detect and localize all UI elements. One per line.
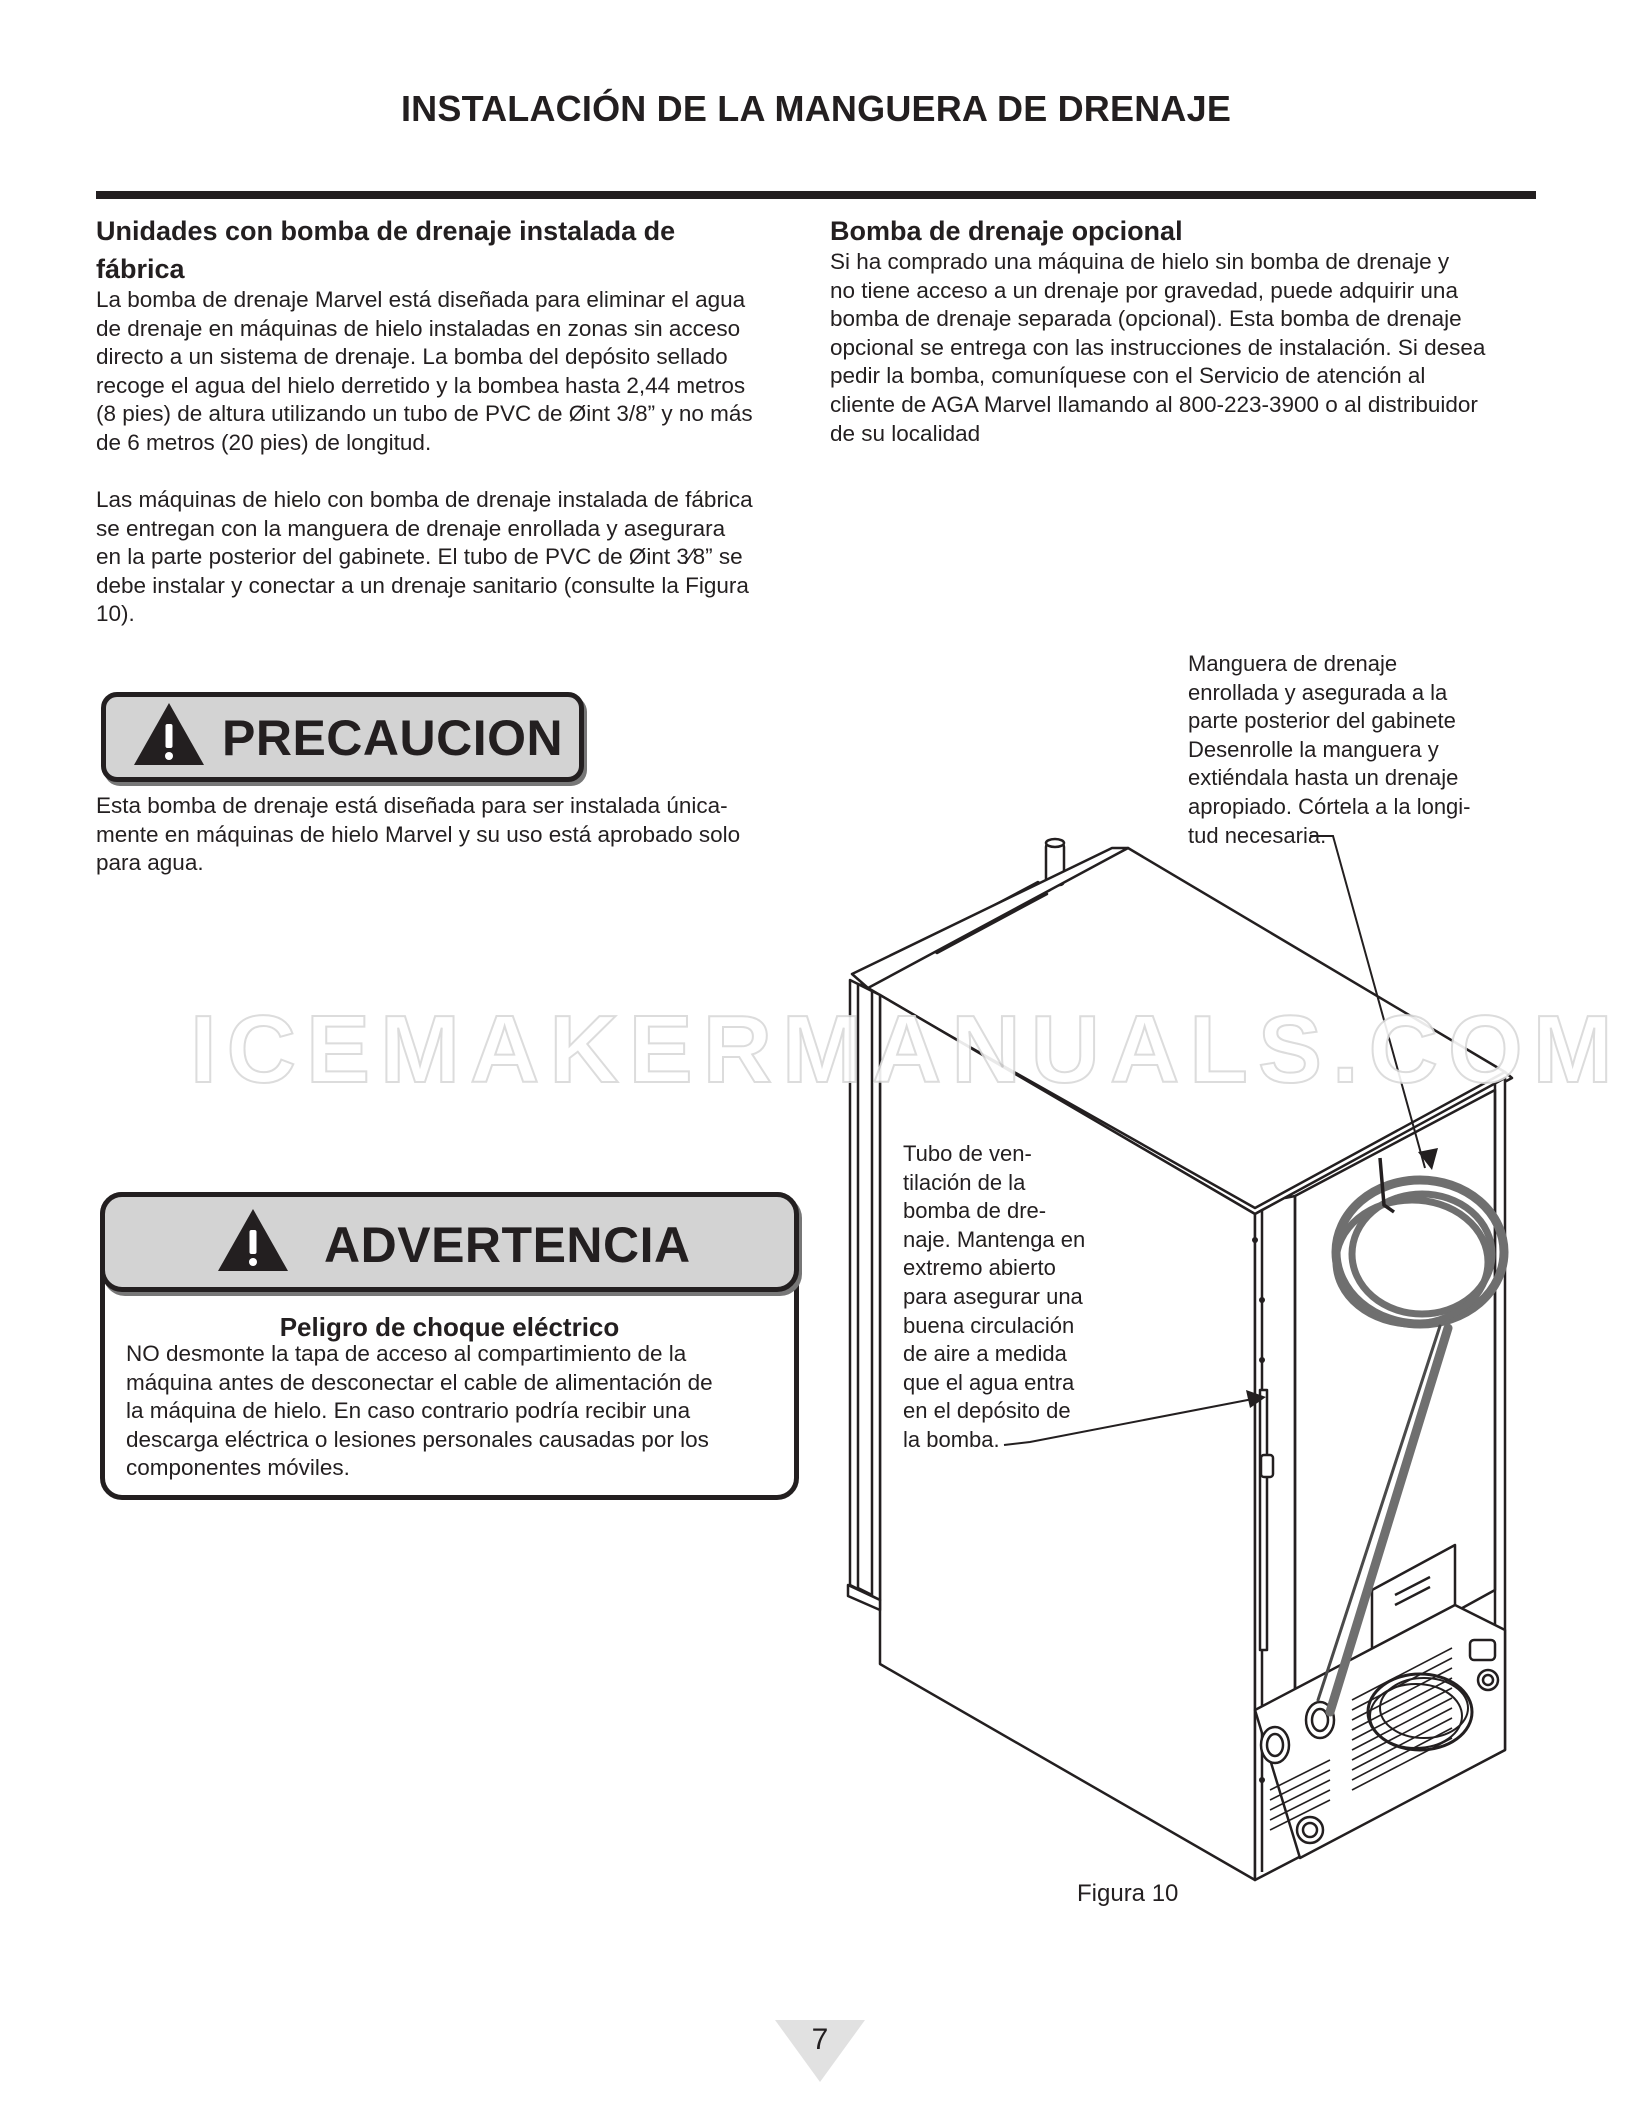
paragraph-factory-pump-2: Las máquinas de hielo con bomba de drenaje instalada de fábrica se entregan con la manguera de drenaje enrollada y asegurara en la parte posterior del gabinete. El tubo de PVC de Øint 3⁄8” se debe instalar y conectar a un drenaje sanitario (consulte la Figura 10). — [96, 487, 753, 627]
page-title: INSTALACIÓN DE LA MANGUERA DE DRENAJE — [400, 88, 1232, 129]
paragraph-factory-pump-1: La bomba de drenaje Marvel está diseñada para eliminar el agua de drenaje en máquinas de hielo instaladas en zonas sin acceso directo a un sistema de drenaje. La bomba del depósito sellado recoge el agua del hielo derretido y la bombea hasta 2,44 metros (8 pies) de altura utilizando un tubo de PVC de Øint 3/8” y no más de 6 metros (20 pies) de longitud. — [96, 287, 753, 455]
page-number: 7 — [811, 2023, 829, 2056]
warning-subheading: Peligro de choque eléctrico — [279, 1312, 620, 1342]
figure-caption: Figura 10 — [1077, 1880, 1179, 1907]
paragraph-optional-pump: Si ha comprado una máquina de hielo sin bomba de drenaje y no tiene acceso a un drenaje por gravedad, puede adquirir una bomba de drenaje separada (opcional). Esta bomba de drenaje opcional se entrega con las instrucciones de instalación. Si desea pedir la bomba, comuníquese con el Servicio de atención al cliente de AGA Marvel llamando al 800-223-3900 o al distribuidor de su localidad — [830, 249, 1486, 446]
caution-text: Esta bomba de drenaje está diseñada para ser instalada única- mente en máquinas de hielo Marvel y su uso está aprobado solo para agua. — [96, 793, 741, 876]
section-heading-optional-pump: Bomba de drenaje opcional — [830, 216, 1183, 246]
caution-label: PRECAUCION — [222, 710, 564, 766]
warning-label: ADVERTENCIA — [324, 1217, 691, 1273]
callout-vent-tube: Tubo de ven- tilación de la bomba de dre- naje. Mantenga en extremo abierto para asegurar una buena circulación de aire a medida que el agua entra en el depósito de la bomba. — [903, 1141, 1086, 1452]
watermark: ICEMAKERMANUALS.COM — [190, 996, 1623, 1103]
section-heading-factory-pump: Unidades con bomba de drenaje instalada de fábrica — [96, 216, 676, 284]
callout-drain-hose: Manguera de drenaje enrollada y asegurada a la parte posterior del gabinete Desenrolle la manguera y extiéndala hasta un drenaje apropiado. Córtela a la longi- tud necesaria. — [1188, 651, 1471, 848]
warning-text: NO desmonte la tapa de acceso al compartimiento de la máquina antes de desconectar el cable de alimentación de la máquina de hielo. En caso contrario podría recibir una descarga eléctrica o lesiones personales causadas por los componentes móviles. — [126, 1341, 713, 1481]
